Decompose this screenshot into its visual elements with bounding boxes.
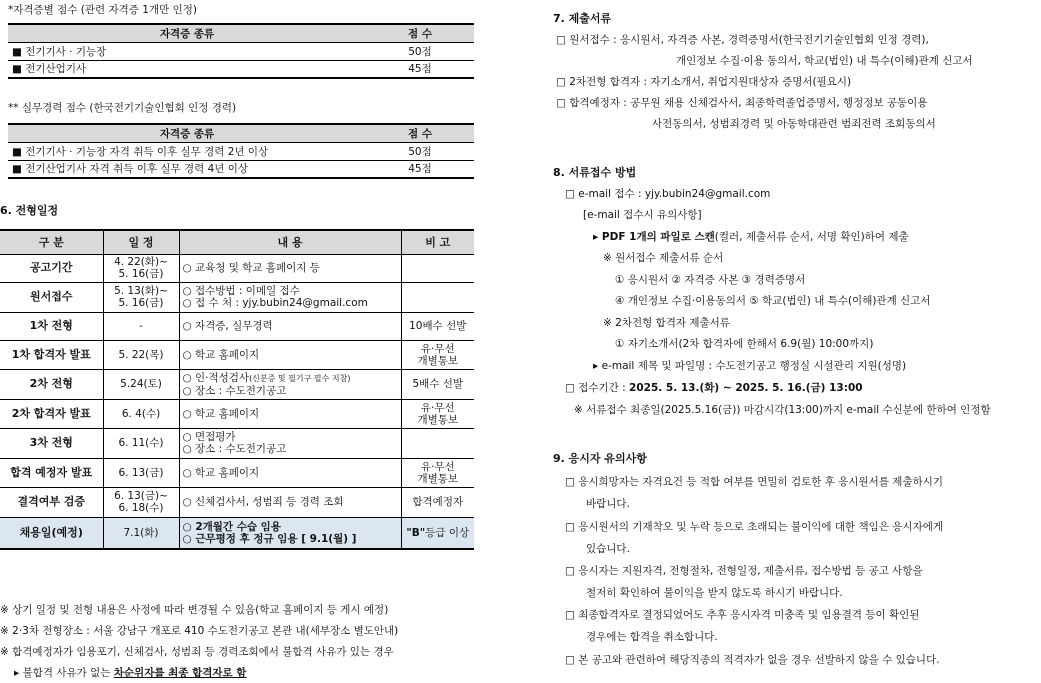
section-7-title: 7. 제출서류 xyxy=(553,12,612,25)
exp-score-table xyxy=(8,123,474,179)
schedule-remark: 유·무선 xyxy=(420,342,455,355)
schedule-content: ○ 장소 : 수도전기공고 xyxy=(182,384,287,397)
cert-header-score: 점 수 xyxy=(366,24,474,42)
schedule-content: ○ 자격증, 실무경력 xyxy=(179,312,401,340)
schedule-table xyxy=(0,229,474,550)
s9-line: □ 응시희망자는 자격요건 등 적합 여부를 면밀히 검토한 후 응시원서를 제출하시기 xyxy=(565,476,944,488)
schedule-content: ○ 장소 : 수도전기공고 xyxy=(182,443,287,455)
s8-pdf-bold: ▸ PDF 1개의 파일로 스캔 xyxy=(593,231,715,243)
s9-line: 철저히 확인하여 불이익을 받지 않도록 하시기 바랍니다. xyxy=(586,587,843,599)
schedule-remark-grade: "B" xyxy=(406,526,426,539)
exp-name: ■ 전기기사 · 기능장 자격 취득 이후 실무 경력 2년 이상 xyxy=(8,142,366,160)
table-row xyxy=(8,60,474,78)
schedule-remark: 5배수 선발 xyxy=(401,369,474,399)
exp-score: 50점 xyxy=(366,142,474,160)
schedule-content: ○ 교육청 및 학교 홈페이지 등 xyxy=(182,262,320,274)
schedule-remark: 등급 이상 xyxy=(425,526,470,539)
schedule-remark: 유·무선 xyxy=(420,460,455,473)
section-9-title: 9. 응시자 유의사항 xyxy=(553,452,647,465)
cert-score: 45점 xyxy=(366,60,474,78)
s8-period-bold: 2025. 5. 13.(화) ~ 2025. 5. 16.(금) 13:00 xyxy=(629,382,863,394)
schedule-date: 5.24(토) xyxy=(103,369,179,399)
cert-name: ■ 전기산업기사 xyxy=(8,60,366,78)
s7-line: 사전동의서, 성범죄경력 및 아동학대관련 범죄전력 조회동의서 xyxy=(652,118,936,130)
s9-line: □ 응시자는 지원자격, 전형절차, 전형일정, 제출서류, 접수방법 등 공고 사항을 xyxy=(565,565,923,577)
s7-line: □ 합격예정자 : 공무원 채용 신체검사서, 최종학력졸업증명서, 행정정보 공동이용 xyxy=(556,97,928,109)
cert-note: *자격증별 점수 (관련 자격증 1개만 인정) xyxy=(8,4,197,16)
schedule-header-stage: 구 분 xyxy=(0,230,103,254)
schedule-content: ○ 학교 홈페이지 xyxy=(179,458,401,487)
schedule-date: 5. 13(화)~ xyxy=(114,285,168,297)
schedule-content: ○ 접 수 처 : yjy.bubin24@gmail.com xyxy=(182,297,368,309)
s9-line: □ 본 공고와 관련하여 해당직종의 적격자가 없을 경우 선발하지 않을 수 있습니다. xyxy=(565,654,940,666)
schedule-stage: 2차 전형 xyxy=(0,369,103,399)
exp-header-score: 점 수 xyxy=(366,124,474,142)
s8-subject: ▸ e-mail 제목 및 파일명 : 수도전기공고 행정실 시설관리 지원(성명) xyxy=(593,360,907,372)
schedule-date: 5. 16(금) xyxy=(118,297,164,309)
final-note-prefix: ▸ 불합격 사유가 없는 xyxy=(14,667,114,679)
schedule-note: ※ 상기 일정 및 전형 내용은 사정에 따라 변경될 수 있음(학교 홈페이지 등 게시 예정) xyxy=(0,604,389,616)
cert-name: ■ 전기기사 · 기능장 xyxy=(8,42,366,60)
schedule-header-remark: 비 고 xyxy=(401,230,474,254)
exp-header-type: 자격증 종류 xyxy=(8,124,366,142)
schedule-content: ○ 근무평정 후 정규 임용 [ 9.1(월) ] xyxy=(182,532,357,545)
schedule-note: ※ 합격예정자가 임용포기, 신체검사, 성범죄 등 경력조회에서 불합격 사유가 있는 경우 xyxy=(0,646,394,658)
s9-line: 있습니다. xyxy=(586,543,630,555)
table-row xyxy=(0,254,474,282)
s8-second1: ① 자기소개서(2차 합격자에 한해서 6.9(월) 10:00까지) xyxy=(615,338,874,350)
schedule-content: ○ 2개월간 수습 임용 xyxy=(182,520,281,533)
schedule-stage: 1차 합격자 발표 xyxy=(0,340,103,369)
exp-name: ■ 전기산업기사 자격 취득 이후 실무 경력 4년 이상 xyxy=(8,160,366,178)
table-row xyxy=(8,142,474,160)
s8-period-prefix: □ 접수기간 : xyxy=(565,382,630,394)
s8-order-title: ※ 원서접수 제출서류 순서 xyxy=(603,252,724,264)
schedule-remark: 개별통보 xyxy=(417,472,459,485)
table-row xyxy=(0,282,474,312)
s7-line: □ 원서접수 : 응시원서, 자격증 사본, 경력증명서(한국전기기술인협회 인정 경력), xyxy=(556,34,929,46)
s8-order1: ① 응시원서 ② 자격증 사본 ③ 경력증명서 xyxy=(615,274,806,286)
schedule-content: ○ 학교 홈페이지 xyxy=(179,399,401,428)
schedule-final-note xyxy=(14,666,246,680)
schedule-stage: 3차 전형 xyxy=(0,428,103,458)
schedule-stage: 2차 합격자 발표 xyxy=(0,399,103,428)
table-row xyxy=(0,487,474,517)
schedule-header-content: 내 용 xyxy=(179,230,401,254)
s8-pdf xyxy=(593,230,909,244)
schedule-date: - xyxy=(103,312,179,340)
schedule-content: ○ 접수방법 : 이메일 접수 xyxy=(182,285,300,297)
schedule-remark: 합격예정자 xyxy=(401,487,474,517)
table-row xyxy=(0,369,474,399)
s7-line: 개인정보 수집·이용 동의서, 학교(법인) 내 특수(이해)관계 신고서 xyxy=(676,55,973,67)
schedule-remark xyxy=(401,428,474,458)
schedule-content: ○ 인·적성검사 xyxy=(182,371,250,384)
schedule-stage: 1차 전형 xyxy=(0,312,103,340)
s8-caution: [e-mail 접수시 유의사항] xyxy=(583,209,702,221)
schedule-stage: 결격여부 검증 xyxy=(0,487,103,517)
cert-score-table xyxy=(8,23,474,79)
cert-header-type: 자격증 종류 xyxy=(8,24,366,42)
schedule-date: 6. 11(수) xyxy=(103,428,179,458)
s8-final-note: ※ 서류접수 최종일(2025.5.16(금)) 마감시각(13:00)까지 e-mail 수신분에 한하여 인정함 xyxy=(574,404,991,416)
section-8-title: 8. 서류접수 방법 xyxy=(553,166,637,179)
schedule-date: 5. 22(목) xyxy=(103,340,179,369)
final-note-underline: 차순위자를 최종 합격자로 함 xyxy=(113,667,247,679)
schedule-content: ○ 학교 홈페이지 xyxy=(179,340,401,369)
table-row xyxy=(0,312,474,340)
schedule-stage: 합격 예정자 발표 xyxy=(0,458,103,487)
schedule-remark: 개별통보 xyxy=(417,413,459,426)
s9-line: □ 최종합격자로 결정되었어도 추후 응시자격 미충족 및 임용결격 등이 확인된 xyxy=(565,609,920,621)
table-row xyxy=(8,42,474,60)
cert-score: 50점 xyxy=(366,42,474,60)
schedule-date: 6. 18(수) xyxy=(118,502,164,514)
schedule-date: 6. 13(금) xyxy=(103,458,179,487)
schedule-note: ※ 2·3차 전형장소 : 서울 강남구 개포로 410 수도전기공고 본관 내(세부장소 별도안내) xyxy=(0,625,399,637)
schedule-stage: 원서접수 xyxy=(0,282,103,312)
schedule-stage: 채용일(예정) xyxy=(0,517,103,549)
table-row xyxy=(8,160,474,178)
table-row xyxy=(0,517,474,549)
exp-note: ** 실무경력 점수 (한국전기기술인협회 인정 경력) xyxy=(8,102,237,114)
s9-line: 바랍니다. xyxy=(586,498,630,510)
schedule-content-note: (신분증 및 필기구 필수 지참) xyxy=(249,373,351,383)
schedule-date: 7.1(화) xyxy=(103,517,179,549)
schedule-content: ○ 면접평가 xyxy=(182,431,236,443)
schedule-remark: 개별통보 xyxy=(417,354,459,367)
exp-score: 45점 xyxy=(366,160,474,178)
schedule-remark: 유·무선 xyxy=(420,401,455,414)
schedule-date: 6. 13(금)~ xyxy=(114,490,168,502)
s9-line: 경우에는 합격을 취소합니다. xyxy=(586,631,718,643)
table-row xyxy=(0,428,474,458)
s8-email: □ e-mail 접수 : yjy.bubin24@gmail.com xyxy=(565,188,771,200)
s8-second-title: ※ 2차전형 합격자 제출서류 xyxy=(603,317,730,329)
schedule-remark: 10배수 선발 xyxy=(401,312,474,340)
s8-period xyxy=(565,381,863,395)
schedule-date: 4. 22(화)~ xyxy=(114,256,168,268)
schedule-date: 6. 4(수) xyxy=(103,399,179,428)
schedule-remark xyxy=(401,254,474,282)
table-row xyxy=(0,399,474,428)
s9-line: □ 응시원서의 기재착오 및 누락 등으로 초래되는 불이익에 대한 책임은 응시자에게 xyxy=(565,521,944,533)
table-row xyxy=(0,458,474,487)
s8-pdf-rest: (컬러, 제출서류 순서, 서명 확인)하여 제출 xyxy=(714,231,909,243)
schedule-stage: 공고기간 xyxy=(0,254,103,282)
table-row xyxy=(0,340,474,369)
schedule-header-date: 일 정 xyxy=(103,230,179,254)
schedule-content: ○ 신체검사서, 성범죄 등 경력 조회 xyxy=(179,487,401,517)
schedule-title: 6. 전형일정 xyxy=(0,204,59,217)
schedule-remark xyxy=(401,282,474,312)
s8-order2: ④ 개인정보 수집·이용동의서 ⑤ 학교(법인) 내 특수(이해)관계 신고서 xyxy=(615,295,931,307)
schedule-date: 5. 16(금) xyxy=(118,268,164,280)
s7-line: □ 2차전형 합격자 : 자기소개서, 취업지원대상자 증명서(필요시) xyxy=(556,76,852,88)
